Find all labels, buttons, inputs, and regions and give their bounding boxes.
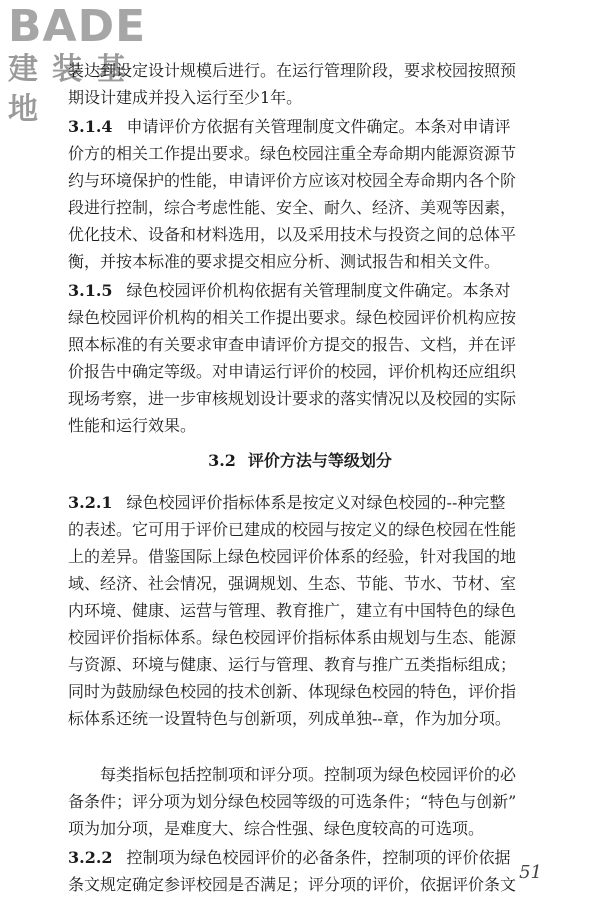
text-line: 约与环境保护的性能，申请评价方应该对校园全寿命期内各个阶 [68,171,517,190]
text-line: 上的差异。借鉴国际上绿色校园评价体系的经验，针对我国的地 [68,547,517,566]
text-line: 的表述。它可用于评价已建成的校园与按定义的绿色校园在性能 [68,520,517,539]
text-line: 价方的相关工作提出要求。绿色校园注重全寿命期内能源资源节 [68,144,517,163]
text-line: 与资源、环境与健康、运行与管理、教育与推广五类指标组成； [68,655,517,674]
text-line: 性能和运行效果。 [68,416,197,435]
text-line: 现场考察，进一步审核规划设计要求的落实情况以及校园的实际 [68,389,517,408]
section-heading: 3.2 评价方法与等级划分 [208,451,392,470]
clause-number: 3.1.5 [68,281,113,300]
text-line: 期设计建成并投入运行至少1年。 [68,88,303,107]
text-line: 照本标准的有关要求审查申请评价方提交的报告、文档，并在评 [68,335,517,354]
text-line: 项为加分项，是难度大、综合性强、绿色度较高的可选项。 [68,819,485,838]
text-line: 绿色校园评价机构的相关工作提出要求。绿色校园评价机构应按 [68,308,517,327]
clause-3-2-1: 3.2.1 绿色校园评价指标体系是按定义对绿色校园的--种完整 [68,493,506,512]
text-line: 段进行控制，综合考虑性能、安全、耐久、经济、美观等因素， [68,198,517,217]
clause-3-2-2: 3.2.2 控制项为绿色校园评价的必备条件，控制项的评价依据 [68,848,511,867]
watermark-logo-text: BADE [8,1,147,52]
text-line: 同时为鼓励绿色校园的技术创新、体现绿色校园的特色，评价指 [68,682,517,701]
clause-3-1-5: 3.1.5 绿色校园评价机构依据有关管理制度文件确定。本条对 [68,281,511,300]
text-line: 域、经济、社会情况，强调规划、生态、节能、节水、节材、室 [68,574,517,593]
paragraph: 每类指标包括控制项和评分项。控制项为绿色校园评价的必 [68,765,517,784]
text-line: 校园评价指标体系。绿色校园评价指标体系由规划与生态、能源 [68,628,517,647]
text-line: 备条件；评分项为划分绿色校园等级的可选条件；“特色与创新” [68,792,517,811]
watermark-subtitle: 建装基地 [8,52,140,127]
clause-number: 3.2.1 [68,493,113,512]
clause-3-1-4: 3.1.4 申请评价方依据有关管理制度文件确定。本条对申请评 [68,117,511,136]
text-line: 条文规定确定参评校园是否满足；评分项的评价，依据评价条文 [68,875,517,894]
clause-number: 3.2.2 [68,848,113,867]
page-number: 51 [519,862,542,883]
clause-number: 3.1.4 [68,117,113,136]
text-line: 衡，并按本标准的要求提交相应分析、测试报告和相关文件。 [68,252,501,271]
text-line: 装达到设定设计规模后进行。在运行管理阶段，要求校园按照预 [68,61,517,80]
text-line: 价报告中确定等级。对申请运行评价的校园，评价机构还应组织 [68,362,517,381]
text-line: 内环境、健康、运营与管理、教育推广，建立有中国特色的绿色 [68,601,517,620]
text-line: 优化技术、设备和材料选用，以及采用技术与投资之间的总体平 [68,225,517,244]
text-line: 标体系还统一设置特色与创新项，列成单独--章，作为加分项。 [68,709,511,728]
